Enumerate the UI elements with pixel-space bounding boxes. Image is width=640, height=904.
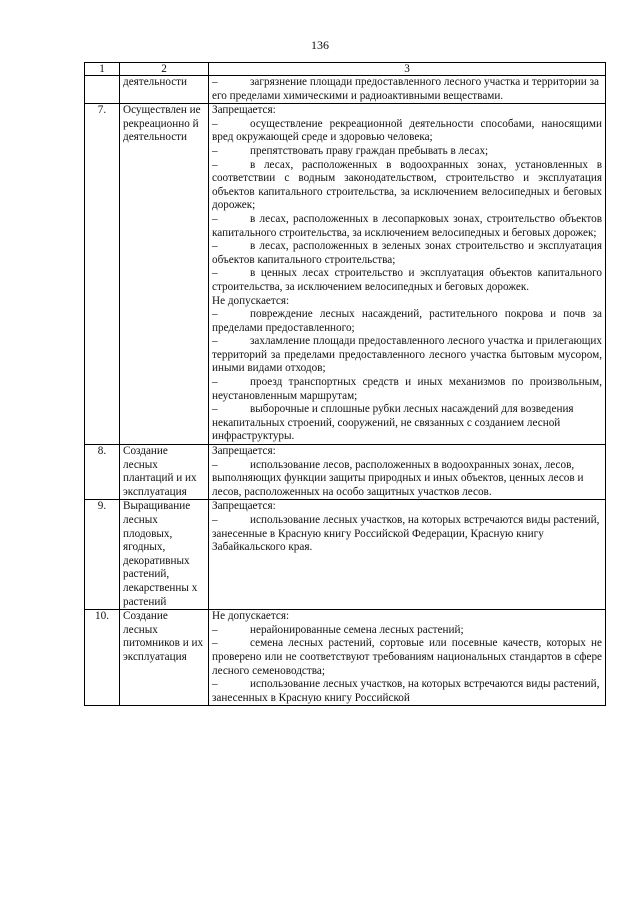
header-cell-3: 3 [209,63,606,76]
restriction-line: – повреждение лесных насаждений, растительного покрова и почв за пределами предоставленного; [212,308,602,334]
restriction-line: – проезд транспортных средств и иных механизмов по произвольным, неустановленным маршрутам; [212,376,602,402]
restriction-line: – в лесах, расположенных в лесопарковых зонах, строительство объектов капитального строительства, за исключением велосипедных и беговых дорожек; [212,212,602,239]
activity-name: Создание лесных питомников и их эксплуатация [120,610,209,706]
restrictions-text [209,104,606,445]
activity-name: Выращивание лесных плодовых, ягодных, декоративных растений, лекарственны х растений [120,500,209,610]
restriction-line: – семена лесных растений, сортовые или посевные качеств, которых не проверено или не соответствуют требованиям национальных стандартов в сфере лесного семеноводства; [212,637,602,677]
table-row [85,445,606,500]
row-number: 10. [85,610,120,706]
activity-name: Создание лесных плантаций и их эксплуатация [120,445,209,500]
row-number [85,76,120,104]
restriction-line: Запрещается: [212,104,276,117]
row-number: 7. [85,104,120,445]
restriction-line: – использование лесных участков, на которых встречаются виды растений, занесенные в Красную книгу Российской Федерации, Красную книгу Забайкальского края. [212,514,600,554]
restriction-line: – захламление площади предоставленного лесного участка и прилегающих территорий за пределами предоставленного лесного участка бытовым мусором, иными видами отходов; [212,335,602,375]
restriction-line: – выборочные и сплошные рубки лесных насаждений для возведения некапитальных строений, сооружений, не связанных с созданием лесной инфраструктуры. [212,403,574,443]
table-row [85,500,606,610]
restrictions-text [209,445,606,500]
restrictions-text [209,610,606,706]
restriction-line: – загрязнение площади предоставленного лесного участка и территории за его пределами химическими и радиоактивными веществами. [212,76,599,102]
row-number: 8. [85,445,120,500]
row-number: 9. [85,500,120,610]
table-header-row [85,63,606,76]
restriction-line: – осуществление рекреационной деятельности способами, наносящими вред окружающей среде и здоровью человека; [212,117,602,144]
activity-name: деятельности [120,76,209,104]
restriction-line: – использование лесов, расположенных в водоохранных зонах, лесов, выполняющих функции защиты природных и иных объектов, ценных лесов и лесов, расположенных на особо защитных участков лесов. [212,458,584,498]
activity-name: Осуществлен ие рекреационно й деятельности [120,104,209,445]
header-cell-2: 2 [120,63,209,76]
restriction-line: – использование лесных участков, на которых встречаются виды растений, занесенных в Красную книгу Российской [212,678,600,704]
restrictions-text [209,76,606,104]
header-cell-1: 1 [85,63,120,76]
restriction-line: – в лесах, расположенных в водоохранных зонах, установленных в соответствии с водным законодательством, строительство и эксплуатация объектов капитального строительства, за исключением велосипедных и беговых дорожек; [212,158,602,212]
restriction-line: Запрещается: [212,500,276,513]
page-number: 136 [311,38,329,52]
regulations-table [84,62,606,706]
restriction-line: – в лесах, расположенных в зеленых зонах строительство и эксплуатация объектов капитального строительства; [212,240,602,266]
table-row [85,76,606,104]
restriction-line: Не допускается: [212,610,290,623]
restriction-line: – в ценных лесах строительство и эксплуатация объектов капитального строительства, за исключением велосипедных и беговых дорожек. [212,267,602,293]
table-row [85,610,606,706]
restriction-line: – нерайонированные семена лесных растений; [212,623,464,636]
restriction-line: Запрещается: [212,445,276,458]
restrictions-text [209,500,606,610]
restriction-line: Не допускается: [212,294,290,307]
table-row [85,104,606,445]
restriction-line: – препятствовать праву граждан пребывать в лесах; [212,144,489,157]
